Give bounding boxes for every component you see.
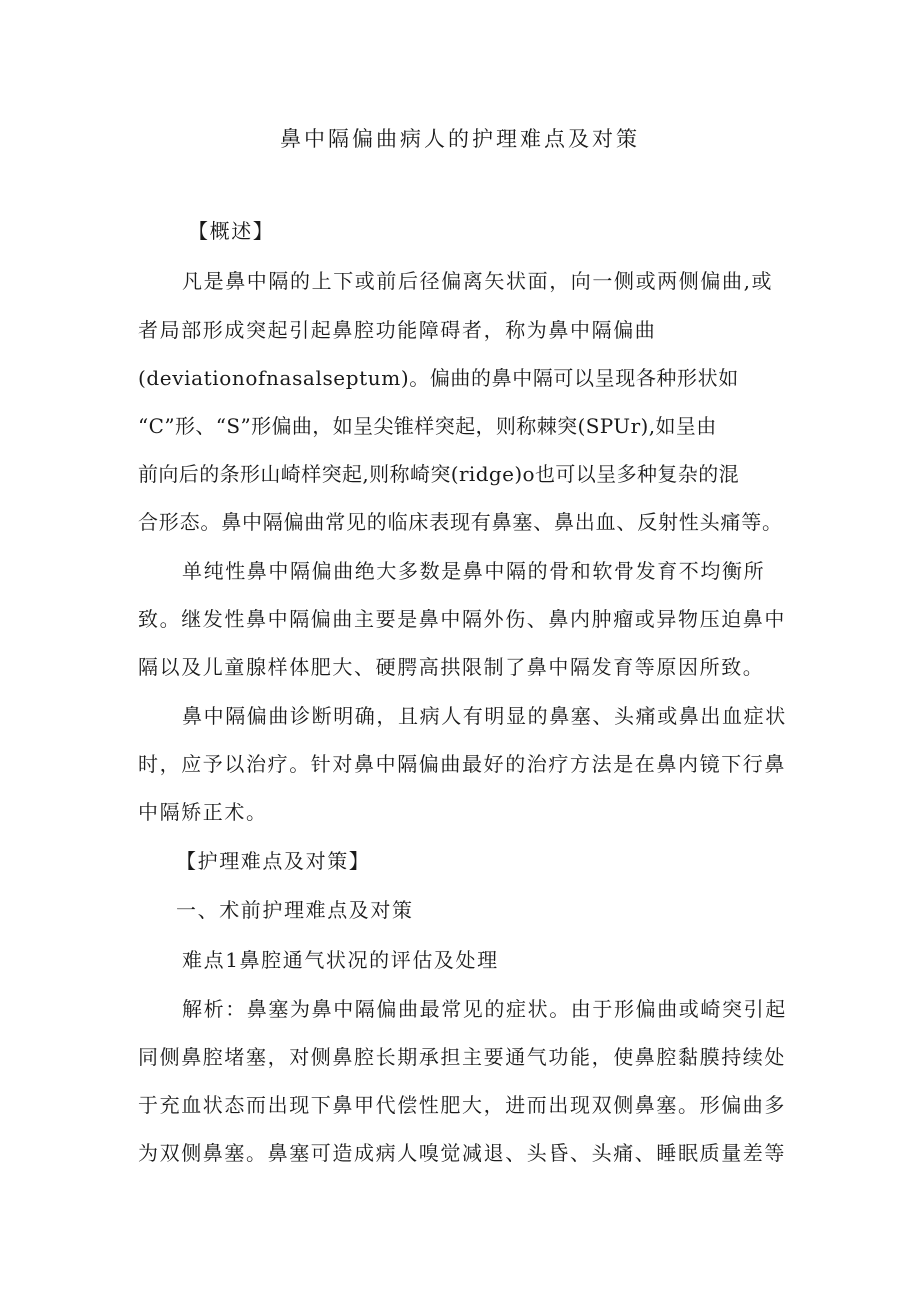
- section-heading-overview: 【概述】: [188, 219, 275, 243]
- paragraph-line: 致。继发性鼻中隔偏曲主要是鼻中隔外伤、鼻内肿瘤或异物压迫鼻中: [138, 607, 786, 631]
- paragraph-line: 凡是鼻中隔的上下或前后径偏离矢状面，向一侧或两侧偏曲,或: [182, 269, 774, 293]
- paragraph-line: (deviationofnasalseptum)。偏曲的鼻中隔可以呈现各种形状如: [138, 366, 739, 390]
- paragraph-line: 同侧鼻腔堵塞，对侧鼻腔长期承担主要通气功能，使鼻腔黏膜持续处: [138, 1045, 786, 1069]
- paragraph-line: 解析：鼻塞为鼻中隔偏曲最常见的症状。由于形偏曲或崎突引起: [182, 997, 787, 1021]
- paragraph-line: 合形态。鼻中隔偏曲常见的临床表现有鼻塞、鼻出血、反射性头痛等。: [138, 510, 783, 534]
- subsection-heading: 一、术前护理难点及对策: [176, 898, 414, 922]
- paragraph-line: 于充血状态而出现下鼻甲代偿性肥大，进而出现双侧鼻塞。形偏曲多: [138, 1093, 786, 1117]
- paragraph-line: 者局部形成突起引起鼻腔功能障碍者，称为鼻中隔偏曲: [138, 318, 657, 342]
- subsection-heading: 难点1鼻腔通气状况的评估及处理: [182, 948, 499, 972]
- section-heading-nursing: 【护理难点及对策】: [176, 849, 371, 873]
- paragraph-line: 单纯性鼻中隔偏曲绝大多数是鼻中隔的骨和软骨发育不均衡所: [182, 559, 766, 583]
- paragraph-line: 中隔矫正术。: [138, 800, 268, 824]
- paragraph-line: 为双侧鼻塞。鼻塞可造成病人嗅觉减退、头昏、头痛、睡眠质量差等: [138, 1141, 786, 1165]
- paragraph-line: “C”形、“S”形偏曲，如呈尖锥样突起，则称棘突(SPUr),如呈由: [138, 414, 717, 438]
- paragraph-line: 前向后的条形山崎样突起,则称崎突(ridge)o也可以呈多种复杂的混: [138, 462, 740, 486]
- paragraph-line: 鼻中隔偏曲诊断明确，且病人有明显的鼻塞、头痛或鼻出血症状: [182, 704, 787, 728]
- paragraph-line: 隔以及儿童腺样体肥大、硬腭高拱限制了鼻中隔发育等原因所致。: [138, 655, 765, 679]
- paragraph-line: 时，应予以治疗。针对鼻中隔偏曲最好的治疗方法是在鼻内镜下行鼻: [138, 752, 786, 776]
- document-title: 鼻中隔偏曲病人的护理难点及对策: [280, 127, 640, 151]
